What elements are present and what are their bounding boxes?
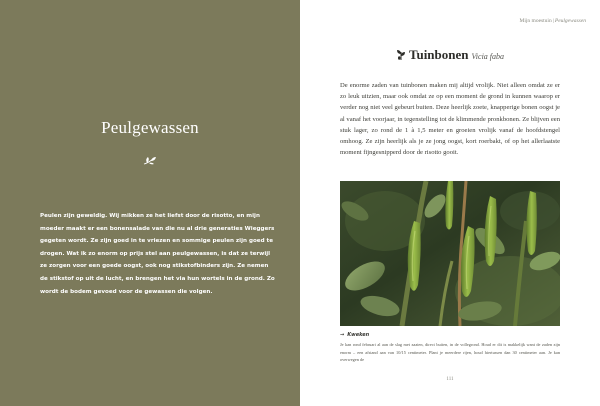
caption-text: Je kan rond februari al aan de slag met zaaien, direct buiten, in de vollegrond. Houd er dit is makkelijk want de zaden zijn enorm – een afstand aan van 10/15 centimeter. Plant je meerdere rijen, houd hiertussen dan 30 centimeter aan. Je kan overwegen de (340, 342, 560, 363)
caption-title (340, 332, 369, 338)
plant-description: De enorme zaden van tuinbonen maken mij altijd vrolijk. Niet alleen omdat ze er zo leuk uitzien, maar ook omdat ze op een moment de grond in kunnen waarop er verder nog niet veel gebeurt buiten. Deze heerlijk zoete, knapperige bonen oogst je al vanaf het voorjaar, in tegenstelling tot de klimmende pronkbonen. Ze blijven een stuk lager, zo rond de 1 à 1,5 meter en groeien vrolijk vanaf de hoofdstengel omhoog. Ze zijn heerlijk als je ze jong oogst, kort roerbakt, of op het allerlaatste moment fijngesnipperd door de risotto gooit. (340, 82, 560, 157)
chapter-title: Peulgewassen (101, 118, 199, 137)
page-number: 111 (446, 377, 454, 382)
chapter-intro: Peulen zijn geweldig. Wij mikken ze het liefst door de risotto, en mijn moeder maakt er een bonensalade van die nu al drie generaties Wieggers gegeten wordt. Ze zijn goed in te vriezen en sommige peulen zijn goed te drogen. Wat ik zo enorm op prijs stel aan peulgewassen, is dat ze terwijl ze zorgen voor een goede oogst, ook nog stikstofbinders zijn. Ze nemen de stikstof op uit de lucht, en brengen het via hun wortels in de grond. Zo wordt de bodem gevoed voor de gewassen die volgen. (40, 213, 275, 295)
running-head-divider: | (552, 18, 554, 24)
arrow-right-icon: → (340, 332, 345, 338)
running-head-book: Mijn moestuin (519, 18, 552, 24)
caption-heading: Kweken (347, 332, 370, 338)
right-page (300, 0, 600, 406)
running-head (519, 18, 586, 24)
broad-bean-photo (340, 181, 560, 326)
bean-plant-icon (396, 49, 406, 60)
plant-name: Tuinbonen (408, 47, 469, 62)
running-head-section: Peulgewassen (554, 18, 586, 24)
plant-latin-name: Vicia faba (471, 52, 505, 61)
plant-heading (300, 44, 600, 63)
leaf-sprig-icon (143, 155, 157, 167)
